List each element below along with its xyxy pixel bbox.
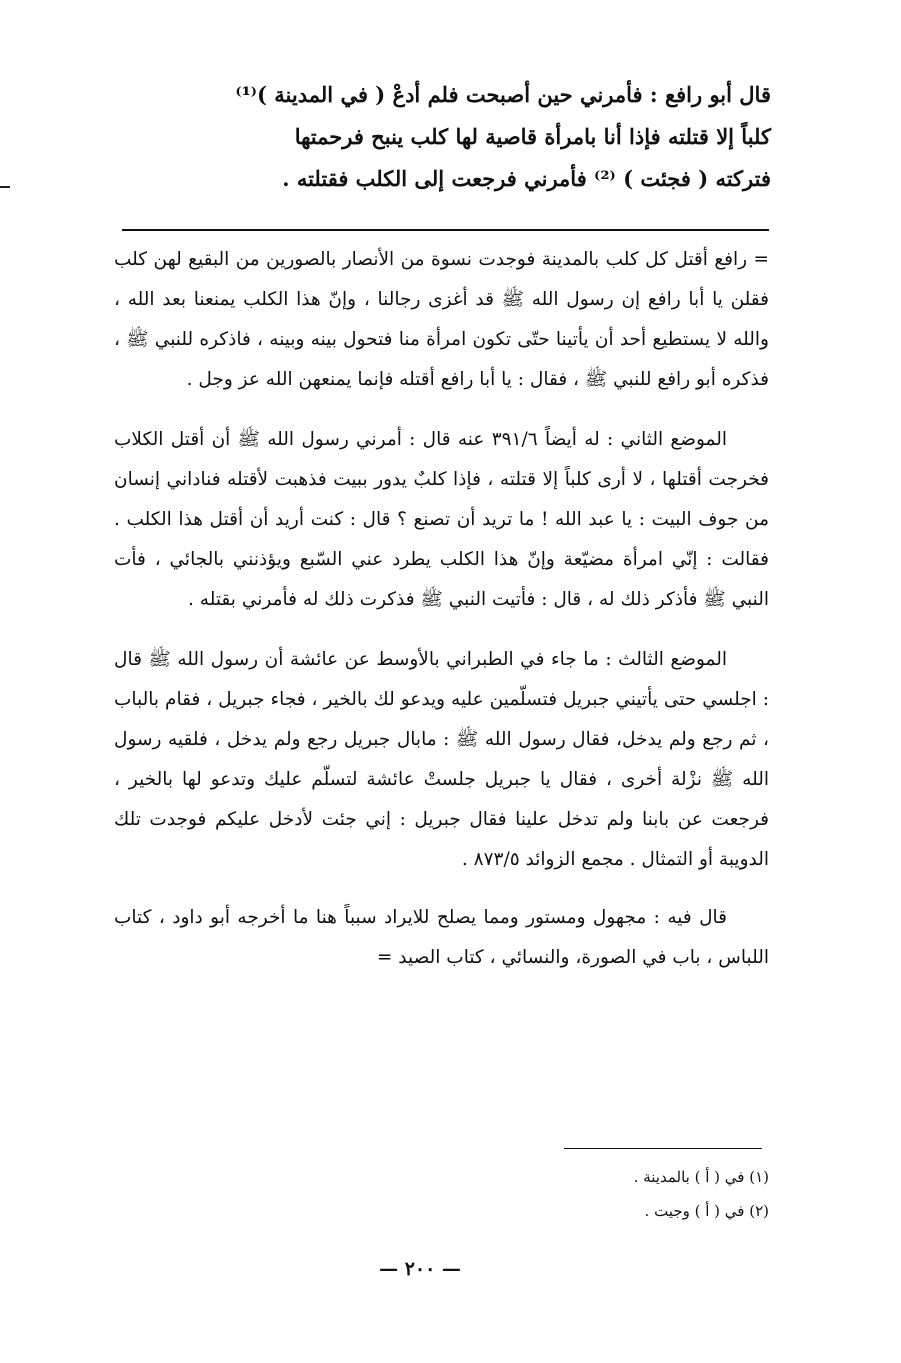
footnote: (١) في ( أ ) بالمدينة . [633, 1168, 769, 1186]
commentary-paragraph: = رافع أقتل كل كلب بالمدينة فوجدت نسوة من الأنصار بالصورين من البقيع لهن كلب فقلن يا أبا رافع إن رسول الله ﷺ قد أغزى رجالنا ، وإنّ هذا الكلب يمنعنا بعد الله ، والله لا يستطيع أحد أن يأتينا حتّى تكون امرأة منا فتحول بينه وبينه ، فاذكره للنبي ﷺ ، فذكره أبو رافع للنبي ﷺ ، فقال : يا أبا رافع أقتله فإنما يمنعهن الله عز وجل . [114, 249, 769, 390]
footnote: (٢) في ( أ ) وجيت . [644, 1202, 769, 1220]
main-text-line: قال أبو رافع : فأمرني حين أصبحت فلم أدعْ ( في المدينة )⁽¹⁾ [235, 82, 771, 107]
page-edge-mark [0, 186, 10, 188]
footnote-rule [564, 1148, 762, 1149]
page-number: — ٢٠٠ — [379, 1258, 461, 1280]
separator-rule [122, 229, 769, 231]
commentary-paragraph: قال فيه : مجهول ومستور ومما يصلح للايراد سبباً هنا ما أخرجه أبو داود ، كتاب اللباس ، باب في الصورة، والنسائي ، كتاب الصيد = [114, 907, 769, 968]
commentary-paragraph: الموضع الثالث : ما جاء في الطبراني بالأوسط عن عائشة أن رسول الله ﷺ قال : اجلسي حتى يأتيني جبريل فتسلّمين عليه ويدعو لك بالخير ، فجاء جبريل ، فقام بالباب ، ثم رجع ولم يدخل، فقال رسول الله ﷺ : مابال جبريل رجع ولم يدخل ، فلقيه رسول الله ﷺ نزْلة أخرى ، فقال يا جبريل جلستْ عائشة لتسلّم عليك وتدعو لها بالخير ، فرجعت عن بابنا ولم تدخل علينا فقال جبريل : إني جئت لأدخل عليكم فوجدت تلك الدويبة أو التمثال . مجمع الزوائد ٨٧٣/٥ . [114, 649, 769, 870]
commentary-paragraph: الموضع الثاني : له أيضاً ٣٩١/٦ عنه قال : أمرني رسول الله ﷺ أن أقتل الكلاب فخرجت أقتلها ، لا أرى كلباً إلا قتلته ، فإذا كلبٌ يدور ببيت فذهبت لأقتله فناداني إنسان من جوف البيت : يا عبد الله ! ما تريد أن تصنع ؟ قال : كنت أريد أن أقتل هذا الكلب . فقالت : إنّي امرأة مضيّعة وإنّ هذا الكلب يطرد عني السّبع ويؤذنني بالجائي ، فأت النبي ﷺ فأذكر ذلك له ، قال : فأتيت النبي ﷺ فذكرت ذلك له فأمرني بقتله . [114, 429, 769, 610]
main-text-line: كلباً إلا قتلته فإذا أنا بامرأة قاصية لها كلب ينبح فرحمتها [294, 124, 771, 149]
footnotes [369, 1160, 769, 1228]
main-text-block [151, 74, 771, 200]
commentary-block [114, 240, 769, 978]
main-text-line: فتركته ( فجئت ) ⁽²⁾ فأمرني فرجعت إلى الكلب فقتلته . [282, 166, 771, 191]
